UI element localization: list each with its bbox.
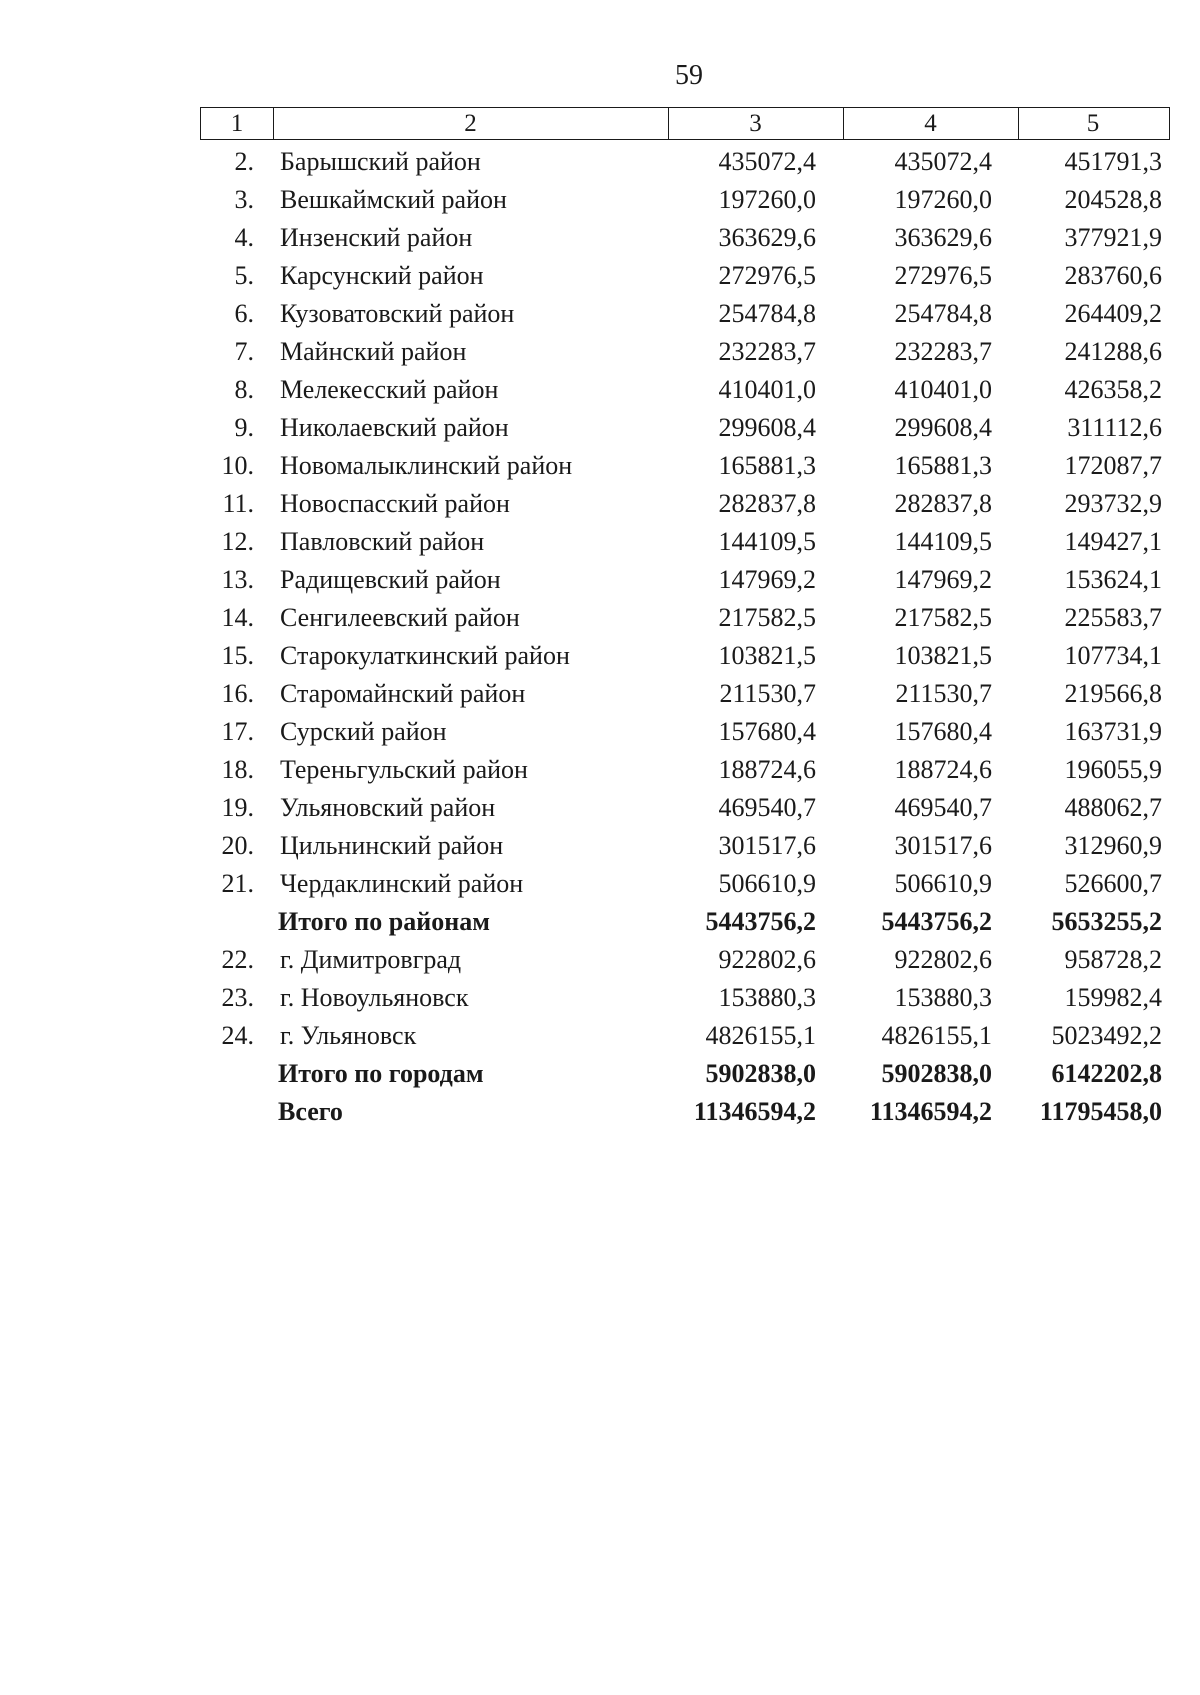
row-value-col-5: 5653255,2: [1051, 907, 1162, 936]
row-value-col-3: 188724,6: [718, 755, 816, 784]
row-value-col-3: 217582,5: [718, 603, 816, 632]
table-row: [0, 675, 1200, 713]
table-row: [0, 827, 1200, 865]
row-value-col-4: 147969,2: [894, 565, 992, 594]
row-value-col-3: 153880,3: [718, 983, 816, 1012]
table-row: [0, 599, 1200, 637]
row-number: 17.: [221, 717, 254, 746]
row-value-col-5: 958728,2: [1064, 945, 1162, 974]
row-value-col-4: 272976,5: [894, 261, 992, 290]
table-row: [0, 523, 1200, 561]
table-row: [0, 713, 1200, 751]
row-number: 4.: [234, 223, 254, 252]
row-value-col-4: 144109,5: [894, 527, 992, 556]
row-name: Всего: [278, 1097, 343, 1126]
row-value-col-4: 469540,7: [894, 793, 992, 822]
row-name: Карсунский район: [280, 261, 484, 290]
row-value-col-5: 377921,9: [1064, 223, 1162, 252]
row-value-col-5: 11795458,0: [1039, 1097, 1162, 1126]
header-col-5: 5: [1086, 110, 1100, 137]
row-value-col-5: 163731,9: [1064, 717, 1162, 746]
row-value-col-3: 4826155,1: [705, 1021, 816, 1050]
row-name: г. Новоульяновск: [280, 983, 469, 1012]
table-row: [0, 181, 1200, 219]
row-name: Инзенский район: [280, 223, 473, 252]
row-value-col-4: 197260,0: [894, 185, 992, 214]
row-value-col-3: 5443756,2: [705, 907, 816, 936]
header-col-2: 2: [464, 110, 477, 137]
row-name: Вешкаймский район: [280, 185, 507, 214]
header-col-4: 4: [924, 110, 937, 137]
row-value-col-3: 232283,7: [718, 337, 816, 366]
row-number: 9.: [234, 413, 254, 442]
row-value-col-4: 506610,9: [894, 869, 992, 898]
row-value-col-5: 6142202,8: [1051, 1059, 1162, 1088]
row-value-col-4: 282837,8: [894, 489, 992, 518]
page-number: 59: [675, 60, 703, 91]
row-value-col-4: 4826155,1: [881, 1021, 992, 1050]
row-number: 2.: [234, 147, 254, 176]
row-value-col-4: 299608,4: [894, 413, 992, 442]
table-body: [0, 143, 1200, 1131]
row-value-col-4: 157680,4: [894, 717, 992, 746]
row-value-col-5: 196055,9: [1064, 755, 1162, 784]
table-row: [0, 257, 1200, 295]
row-name: Сурский район: [280, 717, 447, 746]
row-value-col-5: 5023492,2: [1051, 1021, 1162, 1050]
row-value-col-3: 282837,8: [718, 489, 816, 518]
row-number: 21.: [221, 869, 254, 898]
row-number: 11.: [222, 489, 254, 518]
row-value-col-5: 526600,7: [1064, 869, 1162, 898]
table-row: [0, 447, 1200, 485]
row-value-col-4: 922802,6: [894, 945, 992, 974]
row-name: Павловский район: [280, 527, 485, 556]
header-col-1: 1: [230, 110, 244, 137]
table-row: [0, 941, 1200, 979]
row-number: 18.: [221, 755, 254, 784]
row-value-col-4: 217582,5: [894, 603, 992, 632]
row-value-col-3: 410401,0: [718, 375, 816, 404]
row-value-col-5: 312960,9: [1064, 831, 1162, 860]
total-row: [0, 903, 1200, 941]
row-value-col-5: 204528,8: [1064, 185, 1162, 214]
row-value-col-5: 241288,6: [1064, 337, 1162, 366]
table-row: [0, 637, 1200, 675]
row-value-col-3: 363629,6: [718, 223, 816, 252]
row-value-col-5: 107734,1: [1064, 641, 1162, 670]
table-row: [0, 409, 1200, 447]
row-name: Сенгилеевский район: [280, 603, 520, 632]
row-number: 14.: [221, 603, 254, 632]
row-name: Старокулаткинский район: [280, 641, 570, 670]
row-value-col-4: 103821,5: [894, 641, 992, 670]
row-name: Итого по городам: [278, 1059, 484, 1088]
table-row: [0, 979, 1200, 1017]
table-row: [0, 751, 1200, 789]
row-value-col-3: 254784,8: [718, 299, 816, 328]
total-row: [0, 1055, 1200, 1093]
row-name: Мелекесский район: [280, 375, 499, 404]
row-name: Цильнинский район: [280, 831, 504, 860]
row-name: Старомайнский район: [280, 679, 526, 708]
row-name: Майнский район: [280, 337, 467, 366]
row-value-col-3: 165881,3: [718, 451, 816, 480]
row-value-col-3: 506610,9: [718, 869, 816, 898]
row-value-col-3: 103821,5: [718, 641, 816, 670]
row-name: Николаевский район: [280, 413, 509, 442]
row-number: 3.: [234, 185, 254, 214]
row-value-col-4: 301517,6: [894, 831, 992, 860]
row-value-col-4: 5902838,0: [881, 1059, 992, 1088]
row-value-col-4: 232283,7: [894, 337, 992, 366]
row-value-col-3: 5902838,0: [705, 1059, 816, 1088]
row-number: 7.: [234, 337, 254, 366]
row-value-col-4: 188724,6: [894, 755, 992, 784]
row-name: Чердаклинский район: [280, 869, 524, 898]
table-header: [200, 107, 1170, 140]
row-value-col-3: 144109,5: [718, 527, 816, 556]
row-name: Новоспасский район: [280, 489, 510, 518]
row-value-col-4: 5443756,2: [881, 907, 992, 936]
row-value-col-4: 410401,0: [894, 375, 992, 404]
table-row: [0, 789, 1200, 827]
header-col-3: 3: [749, 110, 762, 137]
row-value-col-4: 153880,3: [894, 983, 992, 1012]
row-number: 8.: [234, 375, 254, 404]
row-name: Итого по районам: [278, 907, 490, 936]
row-name: Кузоватовский район: [280, 299, 515, 328]
row-name: Тереньгульский район: [280, 755, 528, 784]
row-value-col-3: 299608,4: [718, 413, 816, 442]
row-value-col-5: 488062,7: [1064, 793, 1162, 822]
table-row: [0, 219, 1200, 257]
row-name: Новомалыклинский район: [280, 451, 573, 480]
row-value-col-4: 254784,8: [894, 299, 992, 328]
row-value-col-3: 157680,4: [718, 717, 816, 746]
total-row: [0, 1093, 1200, 1131]
row-number: 15.: [221, 641, 254, 670]
row-name: г. Димитровград: [280, 945, 462, 974]
table-row: [0, 1017, 1200, 1055]
row-number: 6.: [234, 299, 254, 328]
row-number: 24.: [221, 1021, 254, 1050]
table-row: [0, 143, 1200, 181]
row-value-col-5: 159982,4: [1064, 983, 1162, 1012]
row-value-col-3: 147969,2: [718, 565, 816, 594]
row-value-col-5: 451791,3: [1064, 147, 1162, 176]
row-number: 22.: [221, 945, 254, 974]
row-number: 5.: [234, 261, 254, 290]
row-number: 16.: [221, 679, 254, 708]
row-value-col-3: 11346594,2: [693, 1097, 816, 1126]
row-value-col-3: 211530,7: [719, 679, 816, 708]
row-name: г. Ульяновск: [280, 1021, 417, 1050]
row-number: 12.: [221, 527, 254, 556]
row-value-col-4: 165881,3: [894, 451, 992, 480]
row-number: 13.: [221, 565, 254, 594]
row-value-col-5: 225583,7: [1064, 603, 1162, 632]
row-value-col-4: 211530,7: [895, 679, 992, 708]
table-row: [0, 295, 1200, 333]
row-value-col-5: 311112,6: [1067, 413, 1162, 442]
row-number: 20.: [221, 831, 254, 860]
table-row: [0, 865, 1200, 903]
row-value-col-3: 272976,5: [718, 261, 816, 290]
row-value-col-5: 149427,1: [1064, 527, 1162, 556]
row-number: 19.: [221, 793, 254, 822]
row-value-col-4: 363629,6: [894, 223, 992, 252]
row-value-col-4: 11346594,2: [869, 1097, 992, 1126]
row-value-col-3: 435072,4: [718, 147, 816, 176]
row-name: Ульяновский район: [280, 793, 496, 822]
row-value-col-4: 435072,4: [894, 147, 992, 176]
row-value-col-5: 153624,1: [1064, 565, 1162, 594]
row-value-col-5: 293732,9: [1064, 489, 1162, 518]
table-row: [0, 485, 1200, 523]
table-row: [0, 371, 1200, 409]
row-value-col-5: 264409,2: [1064, 299, 1162, 328]
row-value-col-5: 219566,8: [1064, 679, 1162, 708]
row-name: Радищевский район: [280, 565, 501, 594]
row-number: 23.: [221, 983, 254, 1012]
row-name: Барышский район: [280, 147, 481, 176]
row-value-col-3: 469540,7: [718, 793, 816, 822]
row-value-col-5: 172087,7: [1064, 451, 1162, 480]
table-row: [0, 333, 1200, 371]
row-value-col-5: 283760,6: [1064, 261, 1162, 290]
row-value-col-3: 197260,0: [718, 185, 816, 214]
table-row: [0, 561, 1200, 599]
row-value-col-3: 301517,6: [718, 831, 816, 860]
row-number: 10.: [221, 451, 254, 480]
row-value-col-3: 922802,6: [718, 945, 816, 974]
row-value-col-5: 426358,2: [1064, 375, 1162, 404]
